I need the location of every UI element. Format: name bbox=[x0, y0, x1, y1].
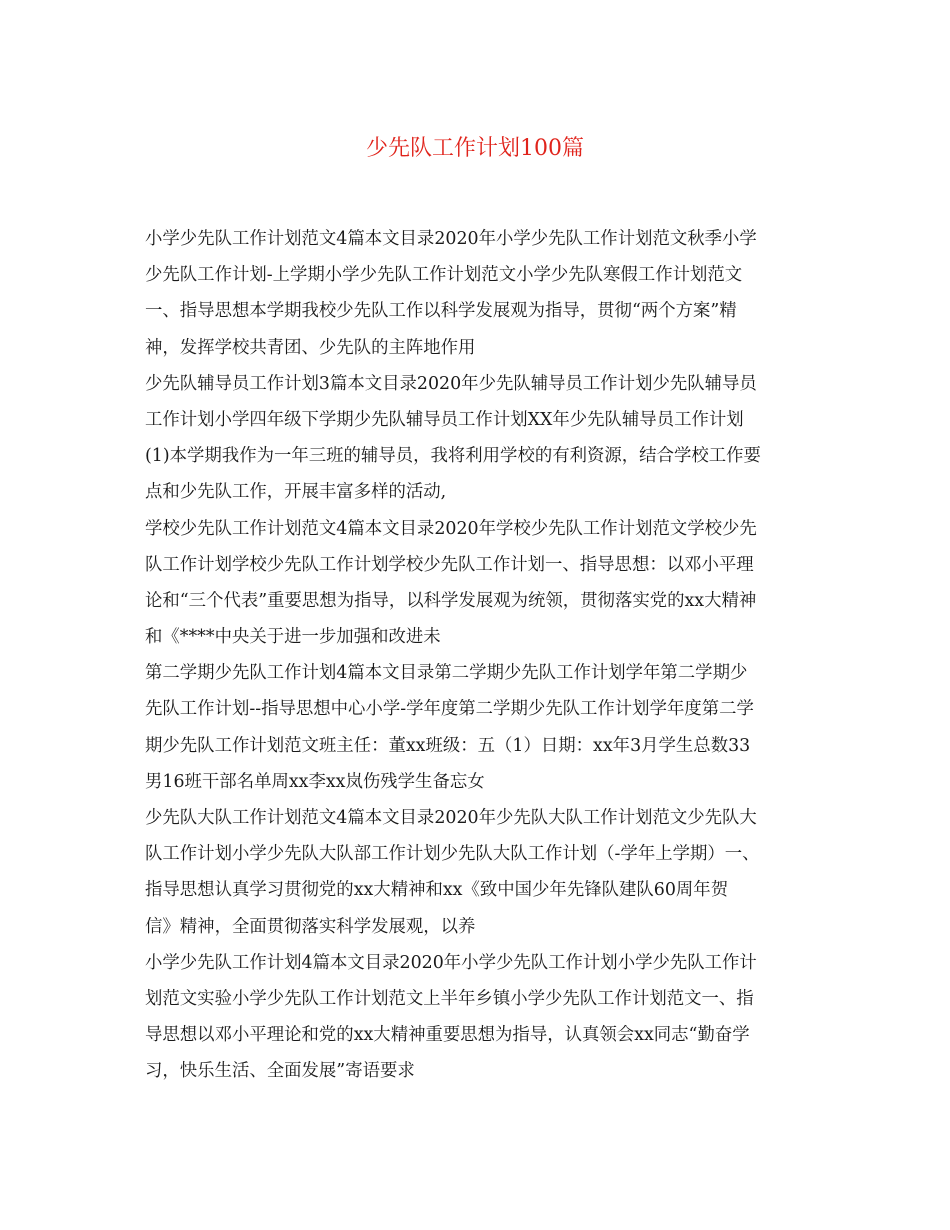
text-line: 队工作计划学校少先队工作计划学校少先队工作计划一、指导思想：以邓小平理 bbox=[145, 554, 754, 575]
text-line: 男16班干部名单周xx李xx岚伤残学生备忘女 bbox=[145, 771, 485, 792]
text-line: 指导思想认真学习贯彻党的xx大精神和xx《致中国少年先锋队建队60周年贺 bbox=[145, 880, 729, 901]
text-line: 信》精神，全面贯彻落实科学发展观，以养 bbox=[145, 916, 476, 937]
text-line: 论和“三个代表”重要思想为指导，以科学发展观为统领，贯彻落实党的xx大精神 bbox=[145, 590, 757, 611]
text-line: 一、指导思想本学期我校少先队工作以科学发展观为指导，贯彻“两个方案”精 bbox=[145, 301, 737, 322]
text-line: 神，发挥学校共青团、少先队的主阵地作用 bbox=[145, 337, 476, 358]
text-line: 先队工作计划--指导思想中心小学-学年度第二学期少先队工作计划学年度第二学 bbox=[145, 699, 754, 720]
paragraph-4 bbox=[145, 655, 805, 800]
paragraph-5 bbox=[145, 800, 805, 945]
document-title: 少先队工作计划100篇 bbox=[366, 136, 584, 161]
text-line: 队工作计划小学少先队大队部工作计划少先队大队工作计划（-学年上学期）一、 bbox=[145, 844, 760, 865]
text-line: 少先队大队工作计划范文4篇本文目录2020年少先队大队工作计划范文少先队大 bbox=[145, 808, 757, 828]
text-line: 和《****中央关于进一步加强和改进未 bbox=[145, 627, 441, 648]
paragraph-6 bbox=[145, 945, 805, 1090]
paragraph-3 bbox=[145, 511, 805, 656]
text-line: 第二学期少先队工作计划4篇本文目录第二学期少先队工作计划学年第二学期少 bbox=[145, 663, 748, 684]
text-line: 期少先队工作计划范文班主任：董xx班级：五（1）日期：xx年3月学生总数33 bbox=[145, 735, 751, 756]
text-line: 划范文实验小学少先队工作计划范文上半年乡镇小学少先队工作计划范文一、指 bbox=[145, 988, 754, 1009]
paragraph-1 bbox=[145, 221, 805, 366]
text-line: 工作计划小学四年级下学期少先队辅导员工作计划XX年少先队辅导员工作计划 bbox=[145, 409, 744, 430]
text-line: 小学少先队工作计划4篇本文目录2020年小学少先队工作计划小学少先队工作计 bbox=[145, 952, 757, 973]
text-line: 小学少先队工作计划范文4篇本文目录2020年小学少先队工作计划范文秋季小学 bbox=[145, 229, 757, 249]
text-line: 少先队辅导员工作计划3篇本文目录2020年少先队辅导员工作计划少先队辅导员 bbox=[145, 373, 757, 394]
document-body bbox=[145, 221, 805, 1090]
text-line: 点和少先队工作，开展丰富多样的活动, bbox=[145, 482, 447, 503]
text-line: 导思想以邓小平理论和党的xx大精神重要思想为指导，认真领会xx同志“勤奋学 bbox=[145, 1025, 750, 1046]
text-line: 少先队工作计划-上学期小学少先队工作计划范文小学少先队寒假工作计划范文 bbox=[145, 265, 743, 286]
paragraph-2 bbox=[145, 366, 805, 511]
text-line: 学校少先队工作计划范文4篇本文目录2020年学校少先队工作计划范文学校少先 bbox=[145, 518, 757, 539]
text-line: (1)本学期我作为一年三班的辅导员，我将利用学校的有利资源，结合学校工作要 bbox=[145, 446, 761, 467]
text-line: 习，快乐生活、全面发展”寄语要求 bbox=[145, 1061, 415, 1082]
